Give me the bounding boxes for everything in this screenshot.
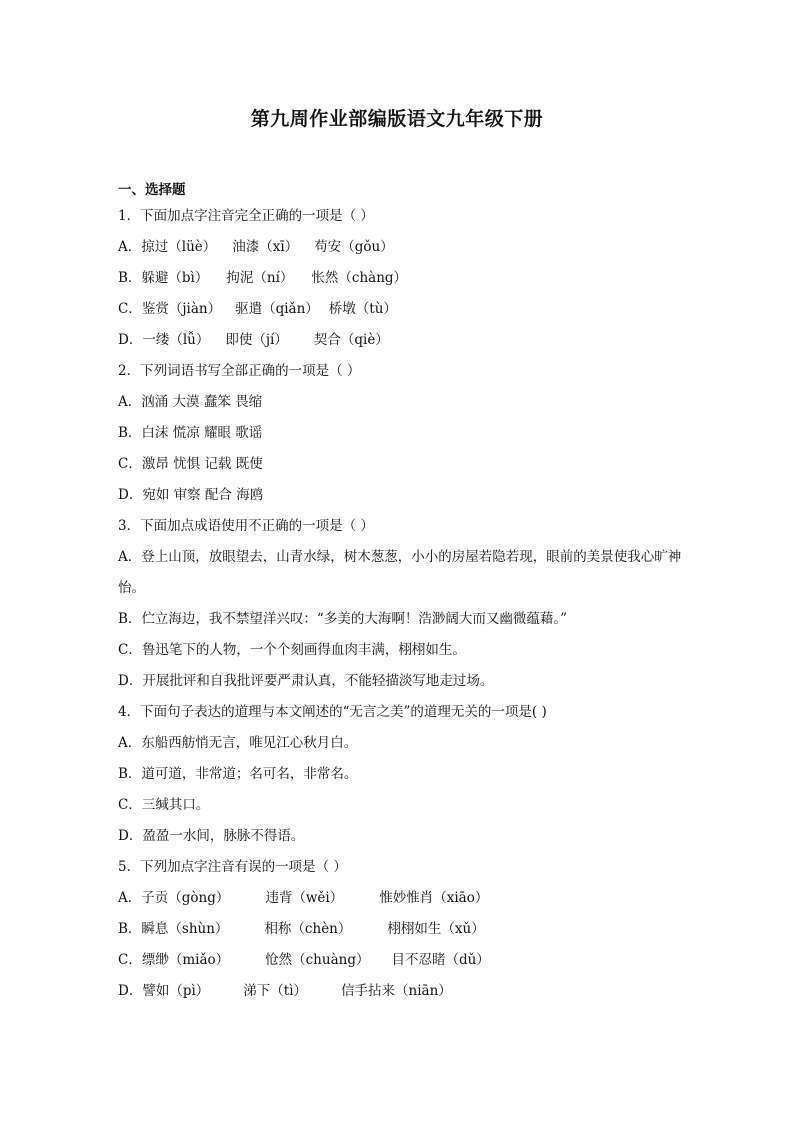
option-item: B．瞬息（shùn）: [118, 921, 229, 937]
option-item: 惟妙惟肖（xiāo）: [379, 890, 489, 906]
option-item: D．一缕（lǚ）: [118, 332, 210, 348]
option-item: C．缥缈（miǎo）: [118, 952, 230, 968]
question-4-option-b: B．道可道，非常道；名可名，非常名。: [118, 766, 358, 782]
option-item: 怆然（chuàng）: [265, 952, 370, 968]
question-5-option-c: [118, 945, 688, 976]
option-item: 油漆（xī）: [232, 239, 299, 255]
option-item: 涕下（tì）: [243, 983, 308, 999]
page-title: 第九周作业部编版语文九年级下册: [250, 108, 544, 130]
question-4-option-c: C．三缄其口。: [118, 797, 210, 813]
option-item: 苟安（gǒu）: [314, 239, 394, 255]
question-3-option-b: B．伫立海边，我不禁望洋兴叹：“多美的大海啊！浩渺阔大而又幽微蕴藉。”: [118, 611, 567, 627]
option-item: 驱遣（qiǎn）: [235, 301, 319, 317]
question-2-option-c: C．激昂 忧惧 记载 既使: [118, 456, 263, 472]
question-4-option-a: A．东船西舫悄无言，唯见江心秋月白。: [118, 735, 358, 751]
option-item: 桥墩（tù）: [328, 301, 397, 317]
option-item: C．鉴赏（jiàn）: [118, 301, 222, 317]
question-2-option-b: B．白沫 慌凉 耀眼 歌谣: [118, 425, 263, 441]
option-item: 拘泥（ní）: [226, 270, 294, 286]
question-4-option-d: D．盈盈一水间，脉脉不得语。: [118, 828, 305, 844]
option-item: 目不忍睹（dǔ）: [391, 952, 490, 968]
question-5-option-a: [118, 883, 688, 914]
option-item: 栩栩如生（xǔ）: [387, 921, 485, 937]
question-1-option-b: [118, 263, 688, 294]
question-list: [118, 180, 688, 1007]
question-2-stem: 2．下列词语书写全部正确的一项是（ ）: [118, 363, 361, 379]
question-3-option-c: C．鲁迅笔下的人物，一个个刻画得血肉丰满，栩栩如生。: [118, 642, 466, 658]
question-5-option-b: [118, 914, 688, 945]
question-1-stem: 1．下面加点字注音完全正确的一项是（ ）: [118, 208, 374, 224]
option-item: 违背（wěi）: [265, 890, 344, 906]
question-1-option-d: [118, 325, 688, 356]
question-5-option-d: [118, 976, 688, 1007]
option-item: 契合（qiè）: [313, 332, 389, 348]
question-3-option-a: A．登上山顶，放眼望去，山青水绿，树木葱葱，小小的房屋若隐若现，眼前的美景使我心旷神怡。: [118, 549, 682, 596]
question-2-option-a: A．汹涌 大漠 蠢笨 畏缩: [118, 394, 263, 410]
question-5-stem: 5．下列加点字注音有误的一项是（ ）: [118, 859, 347, 875]
option-item: 相称（chèn）: [264, 921, 352, 937]
section-heading: 一、选择题: [118, 182, 186, 198]
option-item: B．躲避（bì）: [118, 270, 209, 286]
question-2-option-d: D．宛如 审察 配合 海鸥: [118, 487, 264, 503]
option-item: A．子贡（gòng）: [118, 890, 230, 906]
question-3-stem: 3．下面加点成语使用不正确的一项是（ ）: [118, 518, 374, 534]
option-item: 即使（jí）: [225, 332, 288, 348]
question-4-stem: 4．下面句子表达的道理与本文阐述的“无言之美”的道理无关的一项是( ): [118, 704, 547, 720]
question-3-option-d: D．开展批评和自我批评要严肃认真，不能轻描淡写地走过场。: [118, 673, 494, 689]
option-item: 信手拈来（niān）: [341, 983, 452, 999]
option-item: 怅然（chàng）: [311, 270, 408, 286]
question-1-option-a: [118, 232, 688, 263]
question-1-option-c: [118, 294, 688, 325]
option-item: D．譬如（pì）: [118, 983, 210, 999]
option-item: A．掠过（lüè）: [118, 239, 217, 255]
